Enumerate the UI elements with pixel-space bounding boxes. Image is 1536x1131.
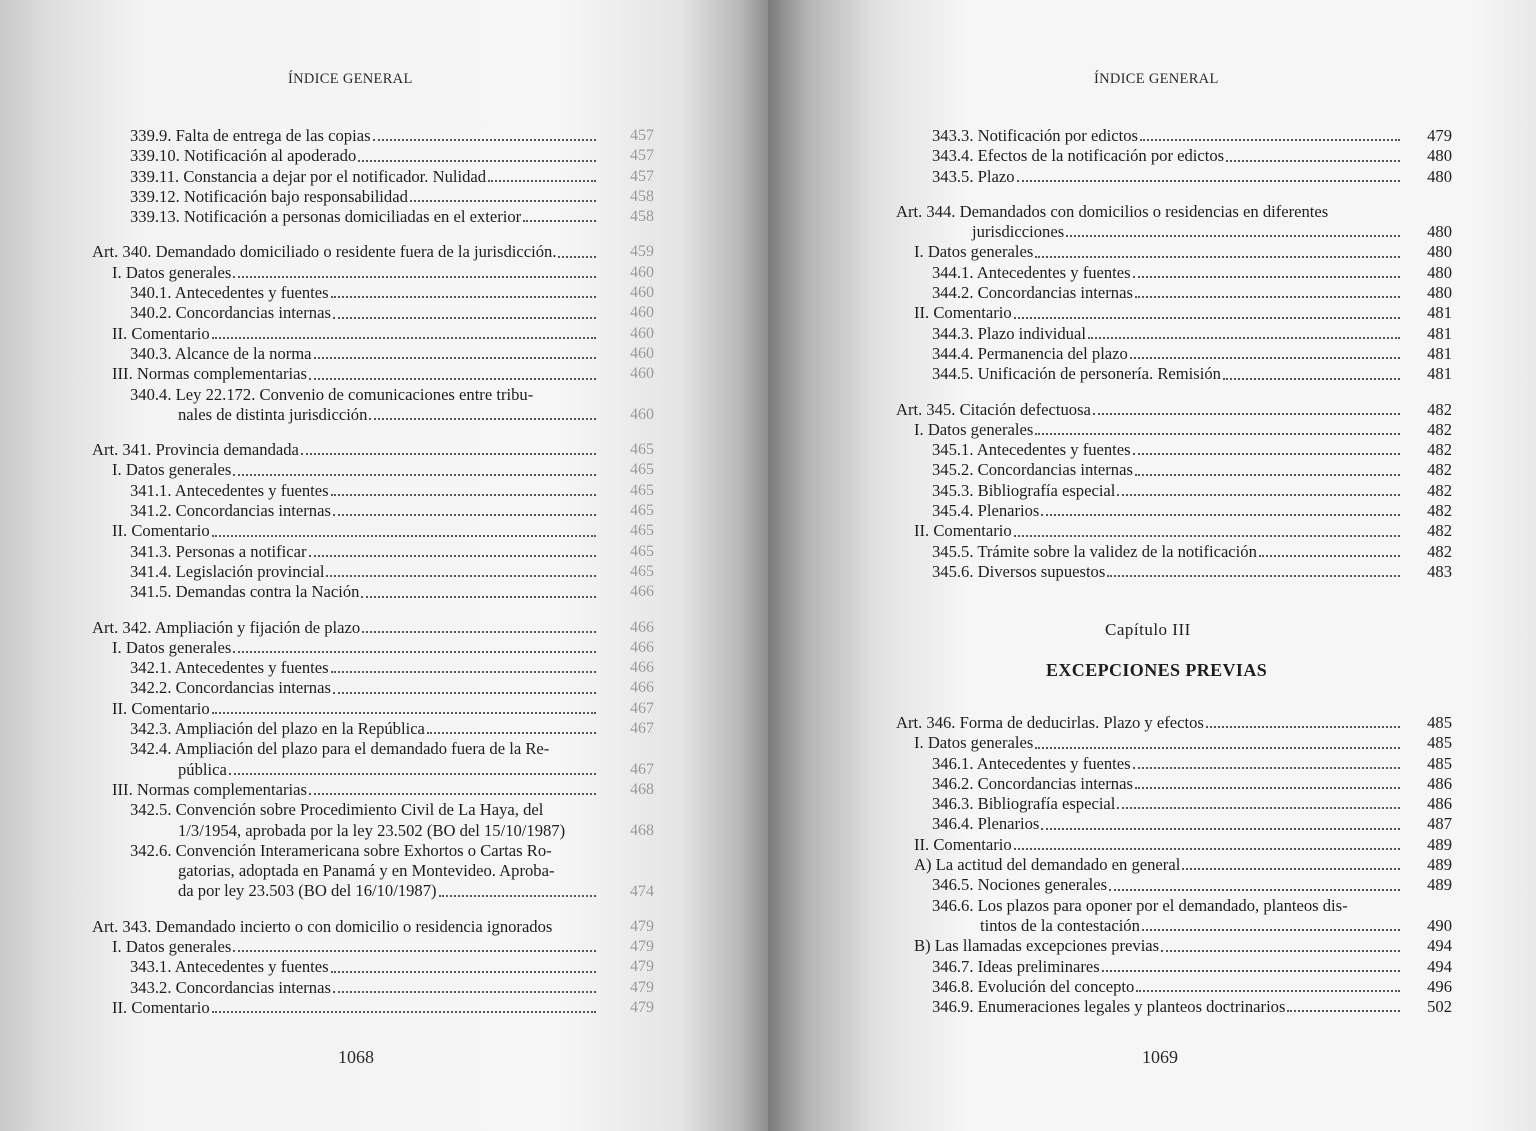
toc-entry [896,167,1504,187]
toc-entry [92,283,658,303]
toc-entry-title: 341.1. Antecedentes y fuentes [130,480,329,500]
toc-page-number: 466 [630,659,654,677]
toc-page-number: 482 [1427,521,1452,541]
toc-entry [92,324,658,344]
toc-page-number: 480 [1427,242,1452,262]
toc-entry-title: 340.3. Alcance de la norma [130,343,312,363]
toc-entry [896,324,1504,344]
chapter-title: EXCEPCIONES PREVIAS [1046,660,1268,680]
dot-leader [1035,256,1400,258]
toc-entry [92,207,658,227]
dot-leader [1142,929,1400,931]
toc-entry [92,242,658,262]
toc-entry-title: 342.5. Convención sobre Procedimiento Civil de La Haya, del [130,800,544,820]
dot-leader [358,160,596,162]
toc-entry-title: 341.4. Legislación provincial [130,561,325,581]
toc-entry [92,562,658,582]
toc-entry [92,146,658,166]
toc-entry [92,385,658,426]
toc-entry [92,957,658,977]
toc-entry [896,542,1504,562]
toc-page-number: 465 [630,542,654,560]
toc-entry-title: II. Comentario [914,303,1012,323]
toc-entry-title: 342.6. Convención Interamericana sobre Exhortos o Cartas Ro- [130,840,552,860]
toc-entry-title: 343.5. Plazo [932,166,1015,186]
toc-entry-title: 343.1. Antecedentes y fuentes [130,957,329,977]
toc-page-number: 481 [1427,303,1452,323]
toc-entry [92,126,658,146]
toc-entry [896,146,1504,166]
dot-leader [1135,474,1400,476]
dot-leader [301,453,596,455]
toc-entry [896,303,1504,323]
toc-page-number: 460 [630,324,654,342]
dot-leader [558,256,596,258]
toc-page-number: 482 [1427,399,1452,419]
toc-page-number: 481 [1427,343,1452,363]
toc-entry-title: 346.3. Bibliografía especial [932,794,1116,814]
toc-entry-title: 345.1. Antecedentes y fuentes [932,440,1131,460]
dot-leader [1102,970,1400,972]
dot-leader [1117,494,1400,496]
dot-leader [1135,296,1400,298]
toc-entry [92,678,658,698]
toc-page-number: 460 [630,284,654,302]
dot-leader [488,180,596,182]
toc-entry [896,420,1504,440]
dot-leader [373,139,596,141]
toc-entry-title: 344.4. Permanencia del plazo [932,343,1128,363]
toc-entry-title: 345.3. Bibliografía especial [932,480,1116,500]
toc-entry [896,997,1504,1017]
toc-entry [896,400,1504,420]
toc-entry-title: 339.10. Notificación al apoderado [130,146,357,166]
toc-page-number: 465 [630,562,654,580]
toc-entry-title: tintos de la contestación [980,915,1140,935]
toc-page-number: 465 [630,481,654,499]
toc-page-number: 481 [1427,323,1452,343]
dot-leader [233,651,596,653]
dot-leader [1287,1010,1400,1012]
toc-entry [896,202,1504,243]
toc-entry-title: 345.6. Diversos supuestos [932,561,1106,581]
toc-page-number: 490 [1427,915,1452,935]
toc-entry-title: pública [178,759,227,779]
toc-entry [896,263,1504,283]
dot-leader [1014,317,1400,319]
toc-entry [896,733,1504,753]
toc-entry-title: I. Datos generales [112,262,232,282]
toc-entry-title: I. Datos generales [112,460,232,480]
dot-leader [1017,180,1401,182]
dot-leader [1140,139,1400,141]
toc-page-number: 465 [630,522,654,540]
toc-page-number: 468 [630,821,654,839]
toc-entry-title: I. Datos generales [112,637,232,657]
toc-page-number: 479 [630,938,654,956]
dot-leader [331,971,596,973]
toc-entry-title: 341.3. Personas a notificar [130,541,307,561]
dot-leader [333,514,596,516]
toc-entry [896,283,1504,303]
toc-entry-title: II. Comentario [112,521,210,541]
dot-leader [1133,453,1400,455]
toc-entry [92,719,658,739]
dot-leader [1133,276,1400,278]
dot-leader [1182,868,1400,870]
toc-page-number: 482 [1427,541,1452,561]
toc-entry-title: 339.9. Falta de entrega de las copias [130,126,371,145]
toc-page-number: 465 [630,461,654,479]
toc-entry [92,978,658,998]
toc-entry [92,167,658,187]
dot-leader [212,712,596,714]
toc-entry [92,638,658,658]
toc-page-number: 479 [630,998,654,1016]
toc-entry-title: 346.8. Evolución del concepto [932,976,1135,996]
toc-entry-title: II. Comentario [112,698,210,718]
toc-entry-title: gatorias, adoptada en Panamá y en Montevideo. Aproba- [178,861,555,881]
toc-entry [92,344,658,364]
dot-leader [233,474,596,476]
toc-entry [896,754,1504,774]
toc-page-number: 489 [1427,834,1452,854]
dot-leader [1014,535,1400,537]
toc-entry-title: Art. 340. Demandado domiciliado o residente fuera de la jurisdicción. [92,242,557,262]
toc-entry-title: A) La actitud del demandado en general [914,855,1181,875]
toc-entry-title: 345.4. Plenarios [932,501,1040,521]
toc-entry-title: 341.2. Concordancias internas [130,501,331,521]
toc-entry-title: I. Datos generales [914,419,1034,439]
toc-page-number: 457 [630,167,654,185]
toc-entry [92,937,658,957]
dot-leader [333,317,596,319]
toc-page-number: 458 [630,187,654,205]
toc-page-number: 485 [1427,753,1452,773]
toc-entry-title: 341.5. Demandas contra la Nación [130,582,360,602]
dot-leader [331,494,596,496]
toc-entry-title: II. Comentario [914,834,1012,854]
toc-page-number: 480 [1427,146,1452,166]
dot-leader [1041,828,1400,830]
toc-entry-title: 345.5. Trámite sobre la validez de la notificación [932,541,1257,561]
dot-leader [1088,337,1400,339]
dot-leader [1035,747,1400,749]
dot-leader [439,895,596,897]
toc-page-number: 483 [1427,561,1452,581]
toc-entry-title: I. Datos generales [112,937,232,957]
dot-leader [309,793,596,795]
toc-entry [896,562,1504,582]
toc-entry [92,800,658,841]
dot-leader [523,220,596,222]
right-page [768,0,1536,1131]
dot-leader [1161,950,1400,952]
toc-entry-title: II. Comentario [914,521,1012,541]
toc-entry [92,542,658,562]
toc-entry [92,440,658,460]
toc-entry-title: B) Las llamadas excepciones previas [914,936,1160,956]
dot-leader [1135,787,1400,789]
toc-entry [896,460,1504,480]
toc-page-number: 489 [1427,875,1452,895]
toc-entry-title: Art. 345. Citación defectuosa [896,399,1091,419]
toc-entry [92,780,658,800]
toc-entry [896,501,1504,521]
dot-leader [333,692,596,694]
toc-entry [92,521,658,541]
dot-leader [1259,555,1400,557]
dot-leader [1130,357,1400,359]
toc-page-number: 482 [1427,480,1452,500]
toc-page-number: 479 [630,978,654,996]
dot-leader [331,296,596,298]
toc-entry [92,998,658,1018]
toc-entry [896,875,1504,895]
toc-entry [92,481,658,501]
dot-leader [1206,726,1400,728]
toc-entry [92,582,658,602]
dot-leader [1093,413,1400,415]
toc-page-number: 467 [630,699,654,717]
toc-entry [92,699,658,719]
toc-entry [896,364,1504,384]
dot-leader [362,631,596,633]
toc-entry [896,481,1504,501]
toc-entry [896,440,1504,460]
toc-entry-title: 346.6. Los plazos para oponer por el demandado, planteos dis- [932,895,1348,915]
dot-leader [1109,889,1400,891]
toc-list [896,126,1504,582]
dot-leader [212,535,596,537]
toc-entry [896,896,1504,937]
toc-entry-title: 339.11. Constancia a dejar por el notificador. Nulidad [130,166,487,186]
dot-leader [1066,235,1400,237]
toc-page-number: 460 [630,304,654,322]
toc-page-number: 466 [630,638,654,656]
dot-leader [427,732,596,734]
dot-leader [309,378,596,380]
toc-entry [896,957,1504,977]
toc-entry-title: 344.3. Plazo individual [932,323,1086,343]
toc-entry-title: nales de distinta jurisdicción [178,404,368,424]
toc-entry-title: III. Normas complementarias [112,364,307,384]
toc-page-number: 459 [630,243,654,261]
toc-entry-title: Art. 344. Demandados con domicilios o residencias en diferentes [896,201,1329,221]
dot-leader [1226,160,1400,162]
toc-page-number: 486 [1427,773,1452,793]
toc-entry-title: Art. 343. Demandado incierto o con domicilio o residencia ignorados [92,916,553,936]
toc-entry [92,303,658,323]
toc-entry [896,242,1504,262]
dot-leader [212,337,596,339]
toc-entry [896,977,1504,997]
toc-page-number: 457 [630,127,654,144]
chapter-label: Capítulo III [1105,620,1191,639]
toc-page-number: 502 [1427,997,1452,1017]
page-number: 1069 [1142,1047,1178,1067]
running-head: ÍNDICE GENERAL [288,71,413,87]
page-number: 1068 [338,1047,374,1067]
dot-leader [212,1011,596,1013]
toc-entry [92,364,658,384]
dot-leader [410,200,596,202]
toc-entry-title: II. Comentario [112,323,210,343]
toc-page-number: 460 [630,263,654,281]
toc-page-number: 481 [1427,364,1452,384]
dot-leader [1117,807,1400,809]
toc-entry [92,618,658,638]
toc-page-number: 487 [1427,814,1452,834]
toc-entry-title: 346.5. Nociones generales [932,875,1108,895]
toc-entry-title: 342.1. Antecedentes y fuentes [130,658,329,678]
toc-page-number: 460 [630,365,654,383]
toc-entry-title: 342.2. Concordancias internas [130,678,331,698]
toc-entry-title: jurisdicciones [972,222,1065,242]
toc-entry [896,713,1504,733]
toc-page-number: 465 [630,441,654,459]
toc-entry-title: 342.3. Ampliación del plazo en la República [130,719,425,739]
dot-leader [1014,848,1400,850]
toc-page-number: 480 [1427,166,1452,186]
dot-leader [1136,990,1400,992]
toc-page-number: 466 [630,679,654,697]
toc-entry-title: I. Datos generales [914,242,1034,262]
toc-page-number: 480 [1427,222,1452,242]
toc-page-number: 479 [630,958,654,976]
toc-entry-title: 339.12. Notificación bajo responsabilidad [130,186,408,206]
toc-entry [92,658,658,678]
toc-page-number: 465 [630,502,654,520]
toc-entry-title: II. Comentario [112,997,210,1017]
toc-entry-title: 346.9. Enumeraciones legales y planteos doctrinarios [932,997,1286,1017]
toc-entry-title: 343.3. Notificación por edictos [932,126,1138,145]
dot-leader [333,991,596,993]
toc-page-number: 489 [1427,855,1452,875]
toc-entry-title: 346.1. Antecedentes y fuentes [932,753,1131,773]
dot-leader [229,773,596,775]
toc-page-number: 494 [1427,936,1452,956]
toc-page-number: 466 [630,583,654,601]
dot-leader [1035,433,1400,435]
toc-entry [92,263,658,283]
toc-page-number: 482 [1427,501,1452,521]
toc-entry [92,187,658,207]
running-head: ÍNDICE GENERAL [1094,71,1219,87]
dot-leader [1133,767,1400,769]
toc-page-number: 457 [630,147,654,165]
toc-entry-title: Art. 346. Forma de deducirlas. Plazo y efectos [896,713,1204,732]
dot-leader [369,418,596,420]
dot-leader [1223,378,1400,380]
toc-entry [896,814,1504,834]
toc-page-number: 460 [630,405,654,423]
toc-page-number: 479 [1427,126,1452,145]
dot-leader [1107,575,1400,577]
toc-page-number: 486 [1427,794,1452,814]
toc-entry-title: 340.4. Ley 22.172. Convenio de comunicaciones entre tribu- [130,384,534,404]
toc-page-number: 494 [1427,956,1452,976]
dot-leader [326,575,596,577]
toc-entry-title: da por ley 23.503 (BO del 16/10/1987) [178,881,437,901]
toc-entry-title: Art. 342. Ampliación y fijación de plazo [92,617,361,637]
toc-page-number: 485 [1427,713,1452,732]
toc-entry-title: 346.4. Plenarios [932,814,1040,834]
toc-page-number: 467 [630,720,654,738]
dot-leader [233,950,596,952]
dot-leader [314,357,596,359]
toc-entry [896,344,1504,364]
toc-entry-title: III. Normas complementarias [112,779,307,799]
toc-entry [896,855,1504,875]
dot-leader [233,276,596,278]
toc-entry-title: 340.2. Concordancias internas [130,303,331,323]
toc-entry [896,126,1504,146]
toc-entry [92,460,658,480]
toc-page-number: 496 [1427,976,1452,996]
toc-entry-title: 346.7. Ideas preliminares [932,956,1100,976]
dot-leader [331,671,596,673]
toc-entry-title: I. Datos generales [914,733,1034,753]
toc-entry-title: 346.2. Concordancias internas [932,773,1133,793]
toc-entry-title: 343.4. Efectos de la notificación por edictos [932,146,1225,166]
toc-page-number: 467 [630,760,654,778]
toc-entry-title: 345.2. Concordancias internas [932,460,1133,480]
toc-entry-title: 344.1. Antecedentes y fuentes [932,262,1131,282]
toc-entry [92,501,658,521]
toc-page-number: 460 [630,344,654,362]
toc-entry-title: 343.2. Concordancias internas [130,977,331,997]
toc-page-number: 480 [1427,283,1452,303]
toc-page-number: 482 [1427,440,1452,460]
dot-leader [309,555,597,557]
toc-page-number: 466 [630,618,654,636]
toc-entry-title: 344.2. Concordancias internas [932,283,1133,303]
toc-entry [896,794,1504,814]
toc-list [896,713,1504,1017]
toc-entry [896,521,1504,541]
toc-page-number: 479 [630,917,654,935]
dot-leader [1041,514,1400,516]
toc-page-number: 474 [630,882,654,900]
toc-page-number: 485 [1427,733,1452,753]
toc-entry [896,835,1504,855]
toc-list [92,126,658,1018]
toc-entry-title: 344.5. Unificación de personería. Remisión [932,364,1221,384]
toc-entry-title: 1/3/1954, aprobada por la ley 23.502 (BO del 15/10/1987) [178,820,566,840]
toc-page-number: 482 [1427,460,1452,480]
toc-entry [92,841,658,902]
toc-page-number: 482 [1427,419,1452,439]
toc-entry [896,774,1504,794]
toc-entry [92,917,658,937]
toc-entry-title: 340.1. Antecedentes y fuentes [130,283,329,303]
toc-entry [896,936,1504,956]
toc-entry-title: Art. 341. Provincia demandada [92,440,299,460]
toc-page-number: 480 [1427,262,1452,282]
dot-leader [361,596,596,598]
toc-entry-title: 339.13. Notificación a personas domiciliadas en el exterior [130,207,522,227]
toc-entry-title: 342.4. Ampliación del plazo para el demandado fuera de la Re- [130,739,550,759]
toc-page-number: 468 [630,780,654,798]
toc-page-number: 458 [630,208,654,226]
toc-entry [92,739,658,780]
